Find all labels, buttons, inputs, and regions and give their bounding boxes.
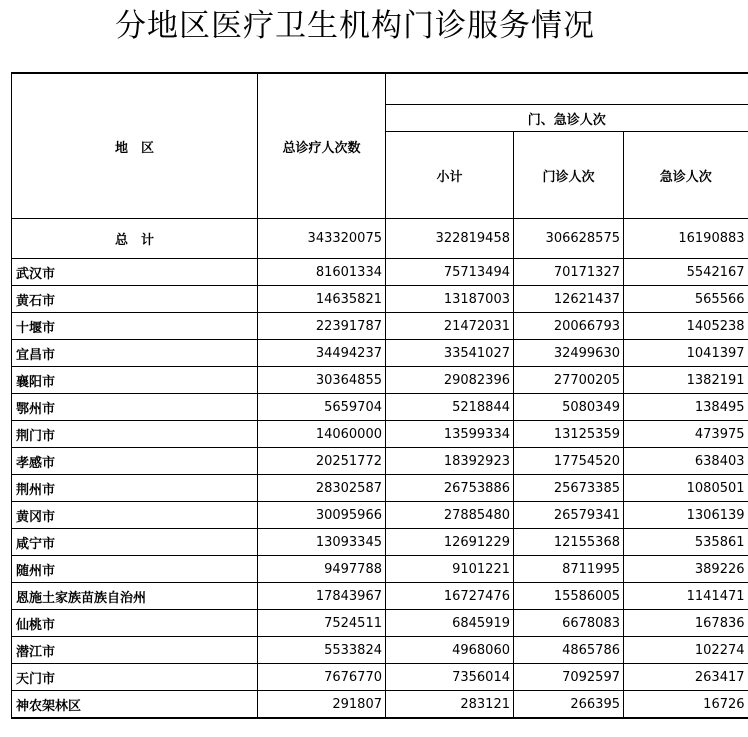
cell-emergency: 5542167 [624, 259, 748, 286]
total-emergency: 16190883 [624, 219, 748, 259]
cell-subtotal: 21472031 [386, 313, 514, 340]
cell-total-visits: 30095966 [258, 502, 386, 529]
cell-outpatient: 5080349 [514, 394, 624, 421]
page-title: 分地区医疗卫生机构门诊服务情况 [115, 8, 595, 44]
cell-subtotal: 13599334 [386, 421, 514, 448]
cell-region: 恩施土家族苗族自治州 [12, 583, 258, 610]
total-total-visits: 343320075 [258, 219, 386, 259]
table-row [12, 448, 748, 475]
header-total-visits: 总诊疗人次数 [258, 73, 386, 219]
cell-region: 咸宁市 [12, 529, 258, 556]
total-row [12, 219, 748, 259]
table-row [12, 340, 748, 367]
cell-total-visits: 34494237 [258, 340, 386, 367]
table-row [12, 367, 748, 394]
table-row [12, 313, 748, 340]
cell-subtotal: 29082396 [386, 367, 514, 394]
table-row [12, 421, 748, 448]
header-emergency: 急诊人次 [624, 132, 748, 219]
cell-emergency: 1080501 [624, 475, 748, 502]
cell-subtotal: 33541027 [386, 340, 514, 367]
cell-emergency: 138495 [624, 394, 748, 421]
cell-region: 十堰市 [12, 313, 258, 340]
table-row [12, 259, 748, 286]
cell-outpatient: 27700205 [514, 367, 624, 394]
table-row [12, 583, 748, 610]
table-row [12, 286, 748, 313]
cell-subtotal: 7356014 [386, 664, 514, 691]
cell-emergency: 1382191 [624, 367, 748, 394]
cell-region: 鄂州市 [12, 394, 258, 421]
cell-emergency: 638403 [624, 448, 748, 475]
table-row [12, 394, 748, 421]
cell-region: 荆门市 [12, 421, 258, 448]
cell-emergency: 16726 [624, 691, 748, 719]
cell-subtotal: 5218844 [386, 394, 514, 421]
cell-emergency: 102274 [624, 637, 748, 664]
cell-outpatient: 6678083 [514, 610, 624, 637]
table-row [12, 529, 748, 556]
cell-total-visits: 7676770 [258, 664, 386, 691]
cell-total-visits: 291807 [258, 691, 386, 719]
cell-emergency: 1141471 [624, 583, 748, 610]
cell-total-visits: 7524511 [258, 610, 386, 637]
cell-emergency: 167836 [624, 610, 748, 637]
cell-outpatient: 7092597 [514, 664, 624, 691]
total-outpatient: 306628575 [514, 219, 624, 259]
table-row [12, 556, 748, 583]
cell-emergency: 389226 [624, 556, 748, 583]
outpatient-service-table [11, 72, 748, 719]
header-outpatient: 门诊人次 [514, 132, 624, 219]
cell-region: 随州市 [12, 556, 258, 583]
cell-total-visits: 28302587 [258, 475, 386, 502]
header-spacer [386, 73, 748, 105]
total-label: 总 计 [12, 219, 258, 259]
cell-outpatient: 13125359 [514, 421, 624, 448]
cell-total-visits: 30364855 [258, 367, 386, 394]
table-row [12, 610, 748, 637]
cell-total-visits: 81601334 [258, 259, 386, 286]
cell-region: 黄冈市 [12, 502, 258, 529]
cell-outpatient: 4865786 [514, 637, 624, 664]
cell-outpatient: 17754520 [514, 448, 624, 475]
cell-subtotal: 27885480 [386, 502, 514, 529]
cell-subtotal: 13187003 [386, 286, 514, 313]
cell-outpatient: 20066793 [514, 313, 624, 340]
cell-region: 荆州市 [12, 475, 258, 502]
cell-outpatient: 25673385 [514, 475, 624, 502]
header-group-outpatient-emergency: 门、急诊人次 [386, 105, 748, 132]
cell-subtotal: 75713494 [386, 259, 514, 286]
table-row [12, 475, 748, 502]
cell-subtotal: 283121 [386, 691, 514, 719]
cell-emergency: 1306139 [624, 502, 748, 529]
cell-subtotal: 16727476 [386, 583, 514, 610]
header-region: 地 区 [12, 73, 258, 219]
cell-subtotal: 26753886 [386, 475, 514, 502]
header-subtotal: 小计 [386, 132, 514, 219]
cell-total-visits: 14635821 [258, 286, 386, 313]
cell-region: 仙桃市 [12, 610, 258, 637]
cell-outpatient: 26579341 [514, 502, 624, 529]
cell-subtotal: 12691229 [386, 529, 514, 556]
cell-region: 武汉市 [12, 259, 258, 286]
cell-total-visits: 22391787 [258, 313, 386, 340]
cell-region: 宜昌市 [12, 340, 258, 367]
cell-region: 潜江市 [12, 637, 258, 664]
cell-outpatient: 15586005 [514, 583, 624, 610]
cell-emergency: 473975 [624, 421, 748, 448]
cell-total-visits: 5533824 [258, 637, 386, 664]
cell-subtotal: 6845919 [386, 610, 514, 637]
cell-emergency: 565566 [624, 286, 748, 313]
table-row [12, 691, 748, 719]
cell-total-visits: 9497788 [258, 556, 386, 583]
cell-region: 天门市 [12, 664, 258, 691]
cell-region: 神农架林区 [12, 691, 258, 719]
cell-emergency: 1405238 [624, 313, 748, 340]
cell-region: 襄阳市 [12, 367, 258, 394]
cell-emergency: 535861 [624, 529, 748, 556]
cell-emergency: 263417 [624, 664, 748, 691]
cell-region: 黄石市 [12, 286, 258, 313]
table-row [12, 637, 748, 664]
cell-outpatient: 12155368 [514, 529, 624, 556]
cell-total-visits: 20251772 [258, 448, 386, 475]
cell-total-visits: 5659704 [258, 394, 386, 421]
cell-total-visits: 17843967 [258, 583, 386, 610]
cell-outpatient: 266395 [514, 691, 624, 719]
cell-outpatient: 32499630 [514, 340, 624, 367]
table-row [12, 664, 748, 691]
cell-outpatient: 8711995 [514, 556, 624, 583]
table-row [12, 502, 748, 529]
cell-subtotal: 9101221 [386, 556, 514, 583]
cell-region: 孝感市 [12, 448, 258, 475]
cell-emergency: 1041397 [624, 340, 748, 367]
cell-outpatient: 70171327 [514, 259, 624, 286]
cell-subtotal: 4968060 [386, 637, 514, 664]
cell-total-visits: 14060000 [258, 421, 386, 448]
total-subtotal: 322819458 [386, 219, 514, 259]
cell-subtotal: 18392923 [386, 448, 514, 475]
cell-outpatient: 12621437 [514, 286, 624, 313]
cell-total-visits: 13093345 [258, 529, 386, 556]
